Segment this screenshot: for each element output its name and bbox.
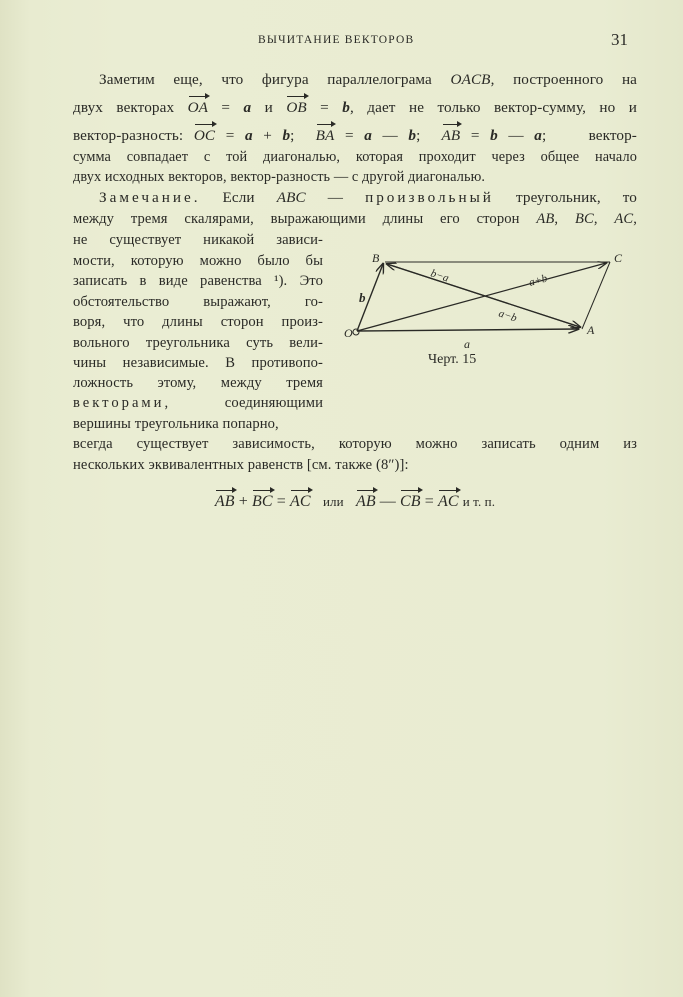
text-line: записать в виде равенства ¹). Это bbox=[73, 273, 323, 289]
svg-text:C: C bbox=[614, 251, 623, 265]
svg-text:b: b bbox=[359, 290, 366, 305]
text-line: между тремя скалярами, выражающими длины его сторон AB, BC, AC, bbox=[73, 211, 638, 227]
text-line: двух исходных векторов, вектор-разность — с другой диагональю. bbox=[73, 169, 486, 185]
running-title: ВЫЧИТАНИЕ ВЕКТОРОВ bbox=[258, 34, 415, 46]
text-line: не существует никакой зависи- bbox=[73, 232, 323, 248]
text-line: вектор-разность: OC = a + b; BA = a — b; AB = b — a; вектор- bbox=[73, 127, 637, 144]
text-line: векторами, соединяющими bbox=[73, 395, 323, 411]
svg-text:a+b: a+b bbox=[527, 272, 549, 289]
svg-text:b−a: b−a bbox=[429, 267, 451, 285]
svg-text:A: A bbox=[587, 323, 595, 337]
text-line: Замечание. Если ABC — произвольный треугольник, то bbox=[99, 189, 637, 206]
svg-text:a−b: a−b bbox=[497, 307, 519, 325]
text-line: вольного треугольника суть вели- bbox=[73, 335, 323, 351]
text-line: обстоятельство выражают, го- bbox=[73, 294, 323, 310]
svg-text:O: O bbox=[344, 326, 353, 340]
svg-text:B: B bbox=[372, 251, 380, 265]
text-line: Заметим еще, что фигура параллелограма OACB, построенного на bbox=[99, 71, 638, 88]
text-line: вершины треугольника попарно, bbox=[73, 416, 279, 432]
equation: AB + BC = AC или AB — CB = AC и т. п. bbox=[214, 493, 496, 510]
page-number: 31 bbox=[611, 30, 628, 49]
text-line: нескольких эквивалентных равенств [см. также (8″)]: bbox=[73, 457, 409, 473]
text-line: ложность этому, между тремя bbox=[73, 375, 323, 391]
text-line: чины независимые. В противопо- bbox=[73, 355, 323, 371]
text-line: мости, которую можно было бы bbox=[73, 253, 323, 269]
figure-15-caption: Черт. 15 bbox=[428, 352, 477, 367]
text-line: сумма совпадает с той диагональю, которая проходит через общее начало bbox=[73, 149, 637, 165]
text-line: двух векторах OA = a и OB = b, дает не только вектор-сумму, но и bbox=[73, 99, 637, 116]
figure-15-diagram bbox=[330, 240, 650, 390]
text-line: воря, что длины сторон произ- bbox=[73, 314, 323, 330]
text-line: всегда существует зависимость, которую можно записать одним из bbox=[73, 436, 637, 452]
svg-text:a: a bbox=[464, 337, 470, 351]
